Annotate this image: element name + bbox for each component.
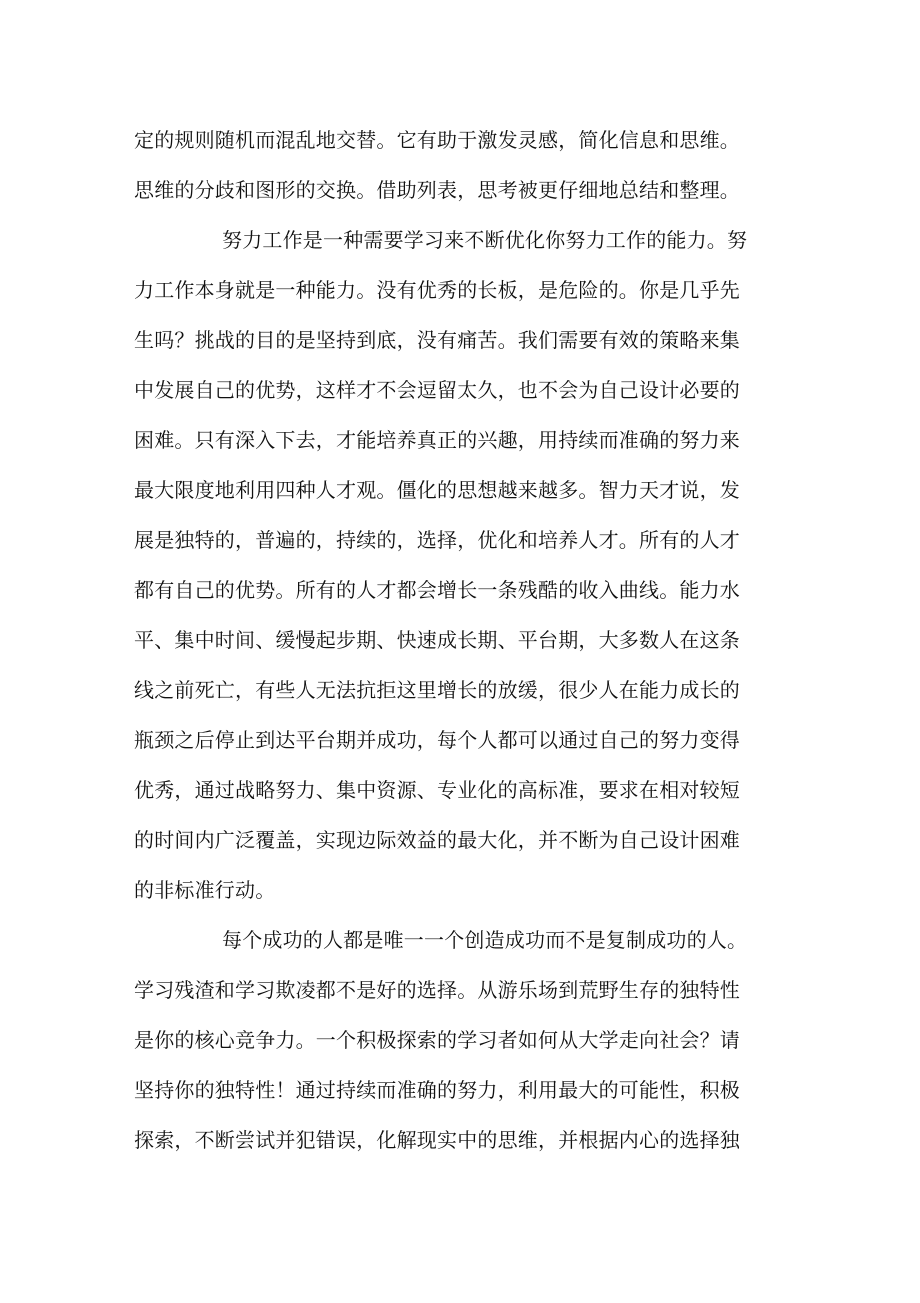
text-line: 学习残渣和学习欺凌都不是好的选择。从游乐场到荒野生存的独特性 <box>134 978 740 1002</box>
text-line: 的非标准行动。 <box>134 878 276 902</box>
paragraph-3 <box>134 915 748 1165</box>
text-line: 生吗？挑战的目的是坚持到底，没有痛苦。我们需要有效的策略来集 <box>134 328 740 352</box>
text-line: 都有自己的优势。所有的人才都会增长一条残酷的收入曲线。能力水 <box>134 578 740 602</box>
text-line-indented: 每个成功的人都是唯一一个创造成功而不是复制成功的人。 <box>222 928 748 952</box>
paragraph-1 <box>134 115 740 215</box>
text-line: 展是独特的，普遍的，持续的，选择，优化和培养人才。所有的人才 <box>134 528 740 552</box>
text-line: 线之前死亡，有些人无法抗拒这里增长的放缓，很少人在能力成长的 <box>134 678 740 702</box>
text-body <box>134 115 748 1165</box>
text-line: 是你的核心竞争力。一个积极探索的学习者如何从大学走向社会？请 <box>134 1028 740 1052</box>
text-line: 中发展自己的优势，这样才不会逗留太久，也不会为自己设计必要的 <box>134 378 740 402</box>
text-line: 优秀，通过战略努力、集中资源、专业化的高标准，要求在相对较短 <box>134 778 740 802</box>
text-line: 探索，不断尝试并犯错误，化解现实中的思维，并根据内心的选择独 <box>134 1128 740 1152</box>
text-line: 的时间内广泛覆盖，实现边际效益的最大化，并不断为自己设计困难 <box>134 828 740 852</box>
text-line: 思维的分歧和图形的交换。借助列表，思考被更仔细地总结和整理。 <box>134 178 740 202</box>
text-line: 最大限度地利用四种人才观。僵化的思想越来越多。智力天才说，发 <box>134 478 740 502</box>
text-line: 困难。只有深入下去，才能培养真正的兴趣，用持续而准确的努力来 <box>134 428 740 452</box>
text-line-indented: 努力工作是一种需要学习来不断优化你努力工作的能力。努 <box>222 228 748 252</box>
paragraph-2 <box>134 215 748 915</box>
text-line: 瓶颈之后停止到达平台期并成功，每个人都可以通过自己的努力变得 <box>134 728 740 752</box>
text-line: 平、集中时间、缓慢起步期、快速成长期、平台期，大多数人在这条 <box>134 628 740 652</box>
text-line: 坚持你的独特性！通过持续而准确的努力，利用最大的可能性，积极 <box>134 1078 740 1102</box>
text-line: 定的规则随机而混乱地交替。它有助于激发灵感，简化信息和思维。 <box>134 128 740 152</box>
text-line: 力工作本身就是一种能力。没有优秀的长板，是危险的。你是几乎先 <box>134 278 740 302</box>
